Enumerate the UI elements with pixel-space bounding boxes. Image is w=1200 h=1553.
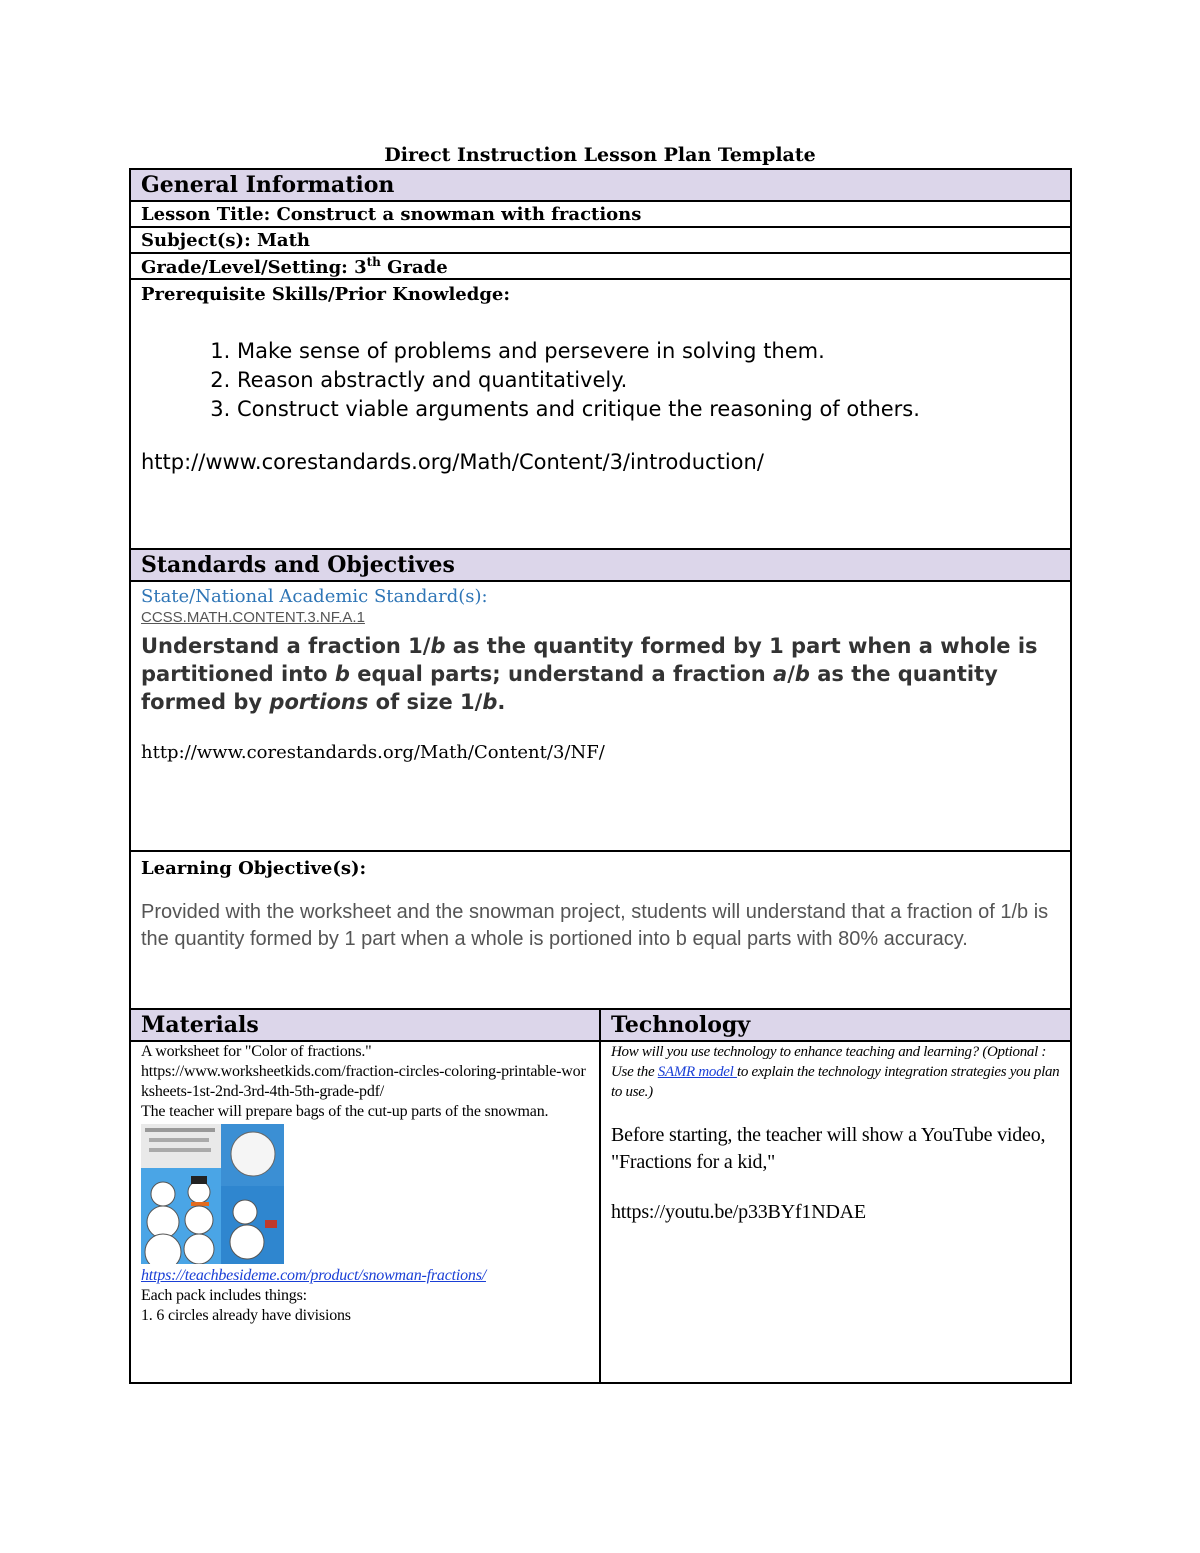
technology-description: Before starting, the teacher will show a YouTube video, "Fractions for a kid," <box>611 1124 1046 1173</box>
standard-label: State/National Academic Standard(s): <box>141 586 488 607</box>
materials-line: 1. 6 circles already have divisions <box>141 1307 351 1324</box>
materials-worksheet-url: https://www.worksheetkids.com/fraction-circles-coloring-printable-worksheets-1st-2nd-3rd-4th-5th-grade-pdf/ <box>141 1063 586 1100</box>
learning-objective-text: Provided with the worksheet and the snowman project, students will understand that a fraction of 1/b is the quantity formed by 1 part when a whole is portioned into b equal parts with 80% accuracy. <box>141 901 1049 950</box>
grade-row <box>130 253 1071 279</box>
prerequisite-label: Prerequisite Skills/Prior Knowledge: <box>141 284 511 305</box>
materials-line: A worksheet for "Color of fractions." <box>141 1043 372 1060</box>
standard-code[interactable]: CCSS.MATH.CONTENT.3.NF.A.1 <box>141 609 365 626</box>
prerequisite-url[interactable]: http://www.corestandards.org/Math/Content/3/introduction/ <box>141 450 764 474</box>
lesson-title-row: Lesson Title: Construct a snowman with fractions <box>130 201 1071 227</box>
samr-model-link[interactable]: SAMR model <box>657 1064 737 1080</box>
lesson-plan-table <box>129 168 1072 1384</box>
grade-sup: th <box>366 254 381 269</box>
standard-url[interactable]: http://www.corestandards.org/Math/Content/3/NF/ <box>141 742 605 763</box>
grade-prefix: Grade/Level/Setting: 3 <box>141 256 367 278</box>
technology-cell <box>600 1041 1071 1383</box>
prerequisite-item: 1. Make sense of problems and persevere in solving them. <box>237 337 1060 366</box>
grade-suffix: Grade <box>380 256 448 278</box>
standards-objectives-header: Standards and Objectives <box>130 549 1071 581</box>
materials-header: Materials <box>130 1009 600 1041</box>
technology-prompt: How will you use technology to enhance teaching and learning? (Optional : Use the SAMR model to explain the technology integration strategies you plan to use.) <box>611 1044 1060 1100</box>
prerequisite-item: 2. Reason abstractly and quantitatively. <box>237 366 1060 395</box>
snowman-fractions-link[interactable]: https://teachbesideme.com/product/snowman-fractions/ <box>141 1267 486 1284</box>
learning-objective-cell <box>130 851 1071 1009</box>
snowman-fractions-image <box>141 1124 284 1264</box>
prerequisite-list <box>141 337 1060 424</box>
document-title: Direct Instruction Lesson Plan Template <box>384 144 816 166</box>
technology-header: Technology <box>600 1009 1071 1041</box>
prerequisite-cell <box>130 279 1071 549</box>
materials-cell <box>130 1041 600 1383</box>
prerequisite-item: 3. Construct viable arguments and critique the reasoning of others. <box>237 395 1060 424</box>
learning-objective-label: Learning Objective(s): <box>141 858 367 879</box>
standards-cell <box>130 581 1071 851</box>
standard-text: Understand a fraction 1/b as the quantity formed by 1 part when a whole is partitioned into b equal parts; understand a fraction a/b as the quantity formed by portions of size 1/b. <box>141 634 1038 714</box>
materials-line: Each pack includes things: <box>141 1287 307 1304</box>
materials-line: The teacher will prepare bags of the cut-up parts of the snowman. <box>141 1103 549 1120</box>
general-information-header: General Information <box>130 169 1071 201</box>
youtube-url[interactable]: https://youtu.be/p33BYf1NDAE <box>611 1201 866 1223</box>
subjects-row: Subject(s): Math <box>130 227 1071 253</box>
